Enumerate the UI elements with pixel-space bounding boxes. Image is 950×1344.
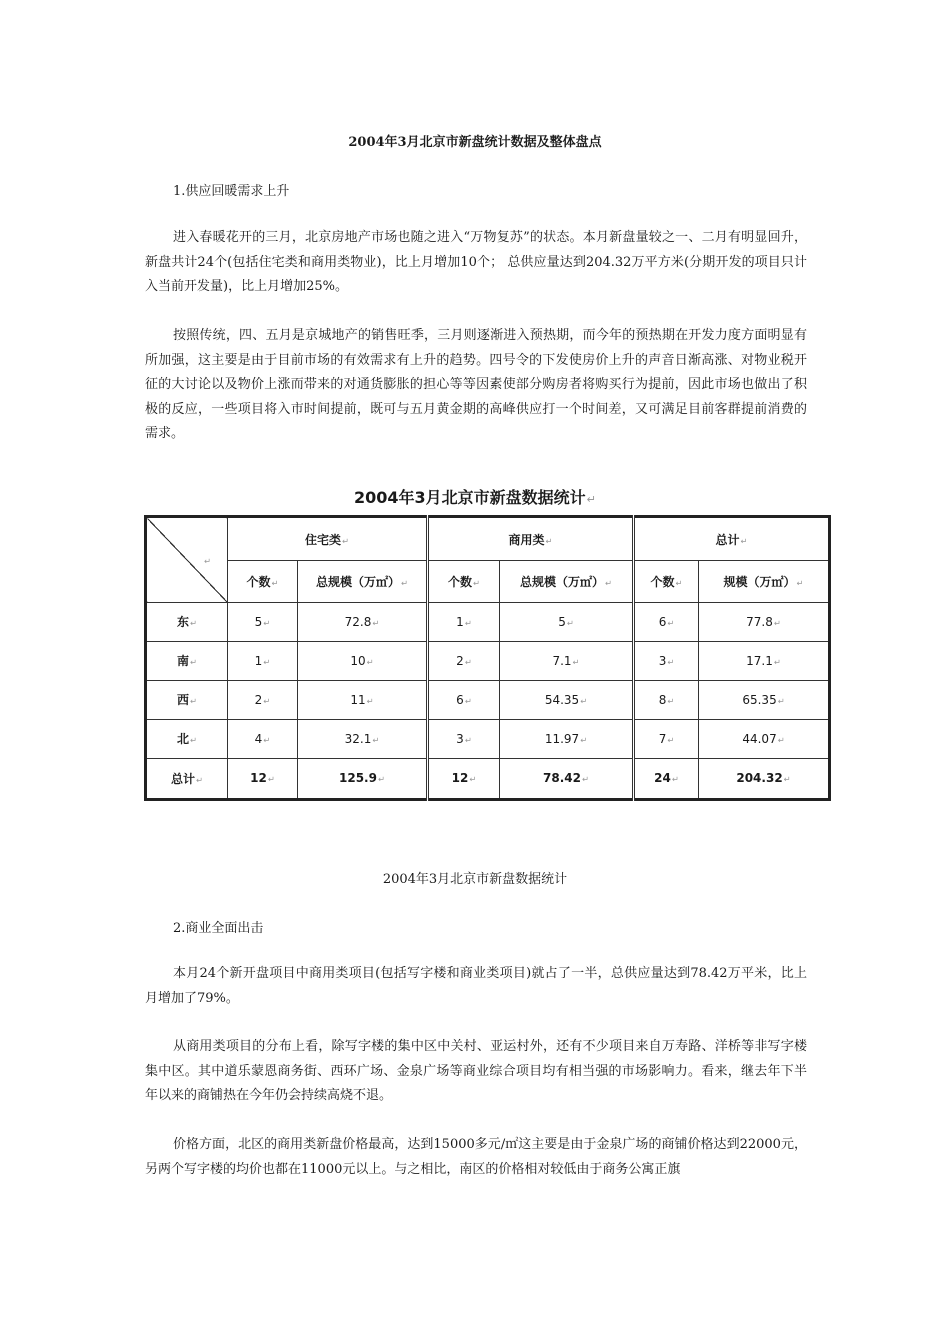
table-cell: 12↵ <box>428 758 500 799</box>
table-cell: 24↵ <box>634 758 699 799</box>
row-label: 南↵ <box>146 641 228 680</box>
paragraph: 进入春暖花开的三月，北京房地产市场也随之进入“万物复苏”的状态。本月新盘量较之一、二月有明显回升，新盘共计24个(包括住宅类和商用类物业)，比上月增加10个； 总供应量达到204.32万平方米(分期开发的项目只计入当前开发量)，比上月增加25%。 <box>145 230 807 294</box>
table-cell: 44.07↵ <box>699 719 830 758</box>
table-cell: 8↵ <box>634 680 699 719</box>
table-cell: 1↵ <box>428 603 500 642</box>
table-cell: 3↵ <box>428 719 500 758</box>
table-cell: 2↵ <box>228 680 298 719</box>
group-header-commercial: 商用类↵ <box>428 517 634 561</box>
row-label: 总计↵ <box>146 758 228 799</box>
paragraph: 从商用类项目的分布上看，除写字楼的集中区中关村、亚运村外，还有不少项目来自万寿路、洋桥等非写字楼集中区。其中道乐蒙恩商务街、西环广场、金泉广场等商业综合项目均有相当强的市场影响力。看来，继去年下半年以来的商铺热在今年仍会持续高烧不退。 <box>145 1039 807 1103</box>
row-label: 东↵ <box>146 603 228 642</box>
column-header: 规模（万㎡）↵ <box>699 561 830 603</box>
row-label: 西↵ <box>146 680 228 719</box>
group-header-total: 总计↵ <box>634 517 830 561</box>
table-row <box>146 603 830 642</box>
table-cell: 5↵ <box>500 603 634 642</box>
table-cell: 77.8↵ <box>699 603 830 642</box>
corner-cell: ↵ <box>146 517 228 603</box>
table-cell: 65.35↵ <box>699 680 830 719</box>
group-header-residential: 住宅类↵ <box>228 517 428 561</box>
table-row <box>146 719 830 758</box>
table-cell: 7↵ <box>634 719 699 758</box>
paragraph: 本月24个新开盘项目中商用类项目(包括写字楼和商业类项目)就占了一半，总供应量达到78.42万平米，比上月增加了79%。 <box>145 966 807 1006</box>
row-label: 北↵ <box>146 719 228 758</box>
table-cell: 72.8↵ <box>298 603 428 642</box>
stats-table <box>144 515 831 801</box>
table-image-title: 2004年3月北京市新盘数据统计↵ <box>353 488 597 507</box>
table-cell: 204.32↵ <box>699 758 830 799</box>
paragraph: 价格方面，北区的商用类新盘价格最高，达到15000多元/㎡这主要是由于金泉广场的商铺价格达到22000元，另两个写字楼的均价也都在11000元以上。与之相比，南区的价格相对较低由于商务公寓正旗 <box>145 1137 807 1177</box>
table-cell: 6↵ <box>428 680 500 719</box>
section-heading: 1.供应回暖需求上升 <box>173 184 290 199</box>
table-cell: 7.1↵ <box>500 641 634 680</box>
page-title: 2004年3月北京市新盘统计数据及整体盘点 <box>348 135 602 150</box>
table-cell: 3↵ <box>634 641 699 680</box>
paragraph: 按照传统，四、五月是京城地产的销售旺季，三月则逐渐进入预热期，而今年的预热期在开发力度方面明显有所加强，这主要是由于目前市场的有效需求有上升的趋势。四号令的下发使房价上升的声音日渐高涨、对物业税开征的大讨论以及物价上涨而带来的对通货膨胀的担心等等因素使部分购房者将购买行为提前，因此市场也做出了积极的反应，一些项目将入市时间提前，既可与五月黄金期的高峰供应打一个时间差，又可满足目前客群提前消费的需求。 <box>145 328 807 441</box>
table-cell: 6↵ <box>634 603 699 642</box>
table-cell: 11↵ <box>298 680 428 719</box>
table-cell: 54.35↵ <box>500 680 634 719</box>
table-cell: 11.97↵ <box>500 719 634 758</box>
table-row <box>146 641 830 680</box>
table-cell: 5↵ <box>228 603 298 642</box>
table-caption: 2004年3月北京市新盘数据统计 <box>382 872 568 887</box>
section-heading: 2.商业全面出击 <box>173 921 264 936</box>
table-cell: 1↵ <box>228 641 298 680</box>
table-cell: 2↵ <box>428 641 500 680</box>
table-cell: 78.42↵ <box>500 758 634 799</box>
table-cell: 10↵ <box>298 641 428 680</box>
table-cell: 17.1↵ <box>699 641 830 680</box>
column-header: 总规模（万㎡）↵ <box>298 561 428 603</box>
table-cell: 32.1↵ <box>298 719 428 758</box>
column-header: 个数↵ <box>634 561 699 603</box>
table-cell: 4↵ <box>228 719 298 758</box>
table-row-total <box>146 758 830 799</box>
column-header: 个数↵ <box>428 561 500 603</box>
table-cell: 12↵ <box>228 758 298 799</box>
column-header: 总规模（万㎡）↵ <box>500 561 634 603</box>
column-header: 个数↵ <box>228 561 298 603</box>
table-row <box>146 680 830 719</box>
table-cell: 125.9↵ <box>298 758 428 799</box>
